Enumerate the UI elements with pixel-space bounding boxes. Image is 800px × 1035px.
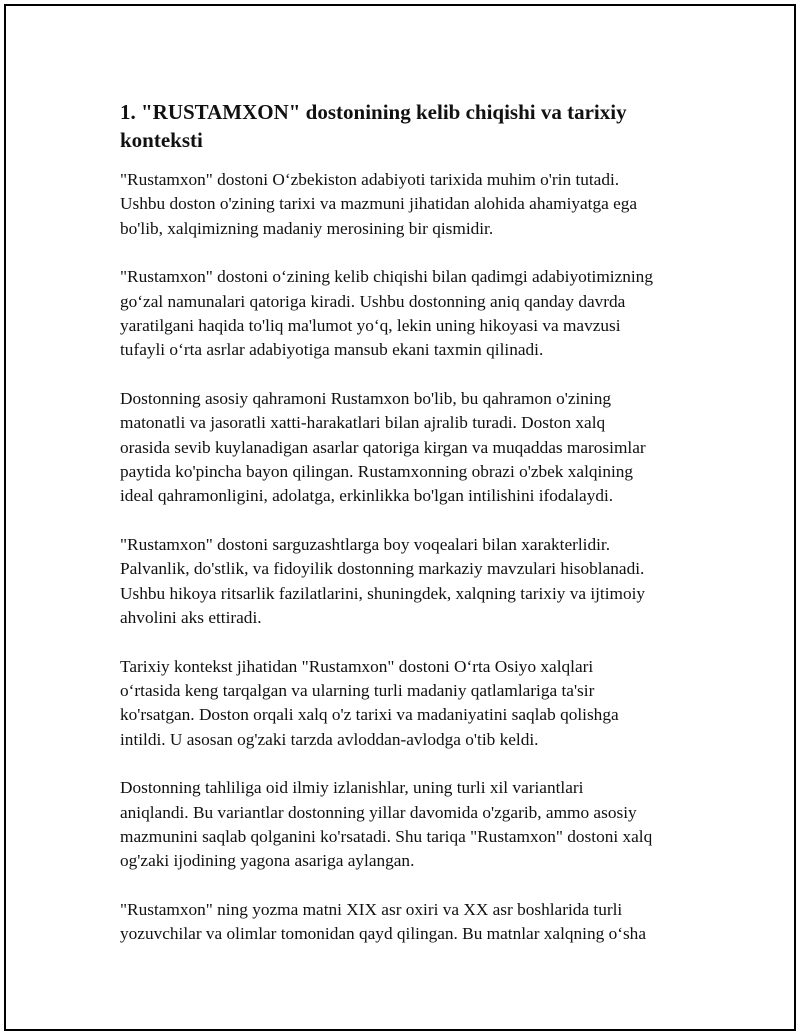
text-line: bo'lib, xalqimizning madaniy merosining bir qismidir. [120, 218, 494, 238]
paragraph-3 [120, 387, 710, 509]
section-heading [120, 98, 710, 154]
text-line: Ushbu hikoya ritsarlik fazilatlarini, shuningdek, xalqning tarixiy va ijtimoiy [120, 583, 646, 603]
text-line: Dostonning asosiy qahramoni Rustamxon bo'lib, bu qahramon o'zining [120, 388, 612, 408]
text-line: intildi. U asosan og'zaki tarzda avloddan-avlodga o'tib keldi. [120, 729, 539, 749]
text-line: paytida ko'pincha bayon qilingan. Rustamxonning obrazi o'zbek xalqining [120, 462, 634, 482]
paragraph-2 [120, 265, 710, 363]
text-line: og'zaki ijodining yagona asariga aylangan. [120, 851, 415, 871]
text-line: ko'rsatgan. Doston orqali xalq o'z tarixi va madaniyatini saqlab qolishga [120, 705, 619, 725]
text-line: aniqlandi. Bu variantlar dostonning yillar davomida o'zgarib, ammo asosiy [120, 802, 637, 822]
paragraph-4 [120, 533, 710, 631]
text-line: yaratilgani haqida to'liq ma'lumot yo‘q, lekin uning hikoyasi va mavzusi [120, 316, 621, 336]
text-line: go‘zal namunalari qatoriga kiradi. Ushbu dostonning aniq qanday davrda [120, 291, 626, 311]
heading-line: 1. "RUSTAMXON" dostonining kelib chiqishi va tarixiy [120, 100, 627, 124]
text-line: ahvolini aks ettiradi. [120, 608, 262, 628]
text-line: "Rustamxon" dostoni O‘zbekiston adabiyoti tarixida muhim o'rin tutadi. [120, 170, 620, 189]
paragraph-1 [120, 168, 710, 241]
text-line: tufayli o‘rta asrlar adabiyotiga mansub ekani taxmin qilinadi. [120, 340, 544, 360]
paragraph-7 [120, 898, 710, 947]
text-line: "Rustamxon" dostoni o‘zining kelib chiqishi bilan qadimgi adabiyotimizning [120, 267, 653, 287]
text-line: o‘rtasida keng tarqalgan va ularning turli madaniy qatlamlariga ta'sir [120, 680, 595, 700]
text-line: Palvanlik, do'stlik, va fidoyilik dostonning markaziy mavzulari hisoblanadi. [120, 559, 645, 579]
text-line: Ushbu doston o'zining tarixi va mazmuni jihatidan alohida ahamiyatga ega [120, 194, 638, 214]
text-line: Tarixiy kontekst jihatidan "Rustamxon" dostoni O‘rta Osiyo xalqlari [120, 656, 594, 676]
text-line: "Rustamxon" ning yozma matni XIX asr oxiri va XX asr boshlarida turli [120, 899, 623, 919]
text-line: ideal qahramonligini, adolatga, erkinlikka bo'lgan intilishini ifodalaydi. [120, 486, 614, 506]
text-line: mazmunini saqlab qolganini ko'rsatadi. Shu tariqa "Rustamxon" dostoni xalq [120, 826, 653, 846]
text-line: matonatli va jasoratli xatti-harakatlari bilan ajralib turadi. Doston xalq [120, 413, 606, 433]
text-line: orasida sevib kuylanadigan asarlar qatoriga kirgan va muqaddas marosimlar [120, 437, 646, 457]
text-line: "Rustamxon" dostoni sarguzashtlarga boy voqealari bilan xarakterlidir. [120, 534, 611, 554]
page-frame [4, 4, 796, 1031]
heading-line: konteksti [120, 128, 203, 152]
paragraph-6 [120, 776, 710, 874]
text-line: Dostonning tahliliga oid ilmiy izlanishlar, uning turli xil variantlari [120, 778, 584, 798]
paragraph-5 [120, 655, 710, 753]
document-body [120, 98, 710, 971]
text-line: yozuvchilar va olimlar tomonidan qayd qilingan. Bu matnlar xalqning o‘sha [120, 924, 646, 944]
